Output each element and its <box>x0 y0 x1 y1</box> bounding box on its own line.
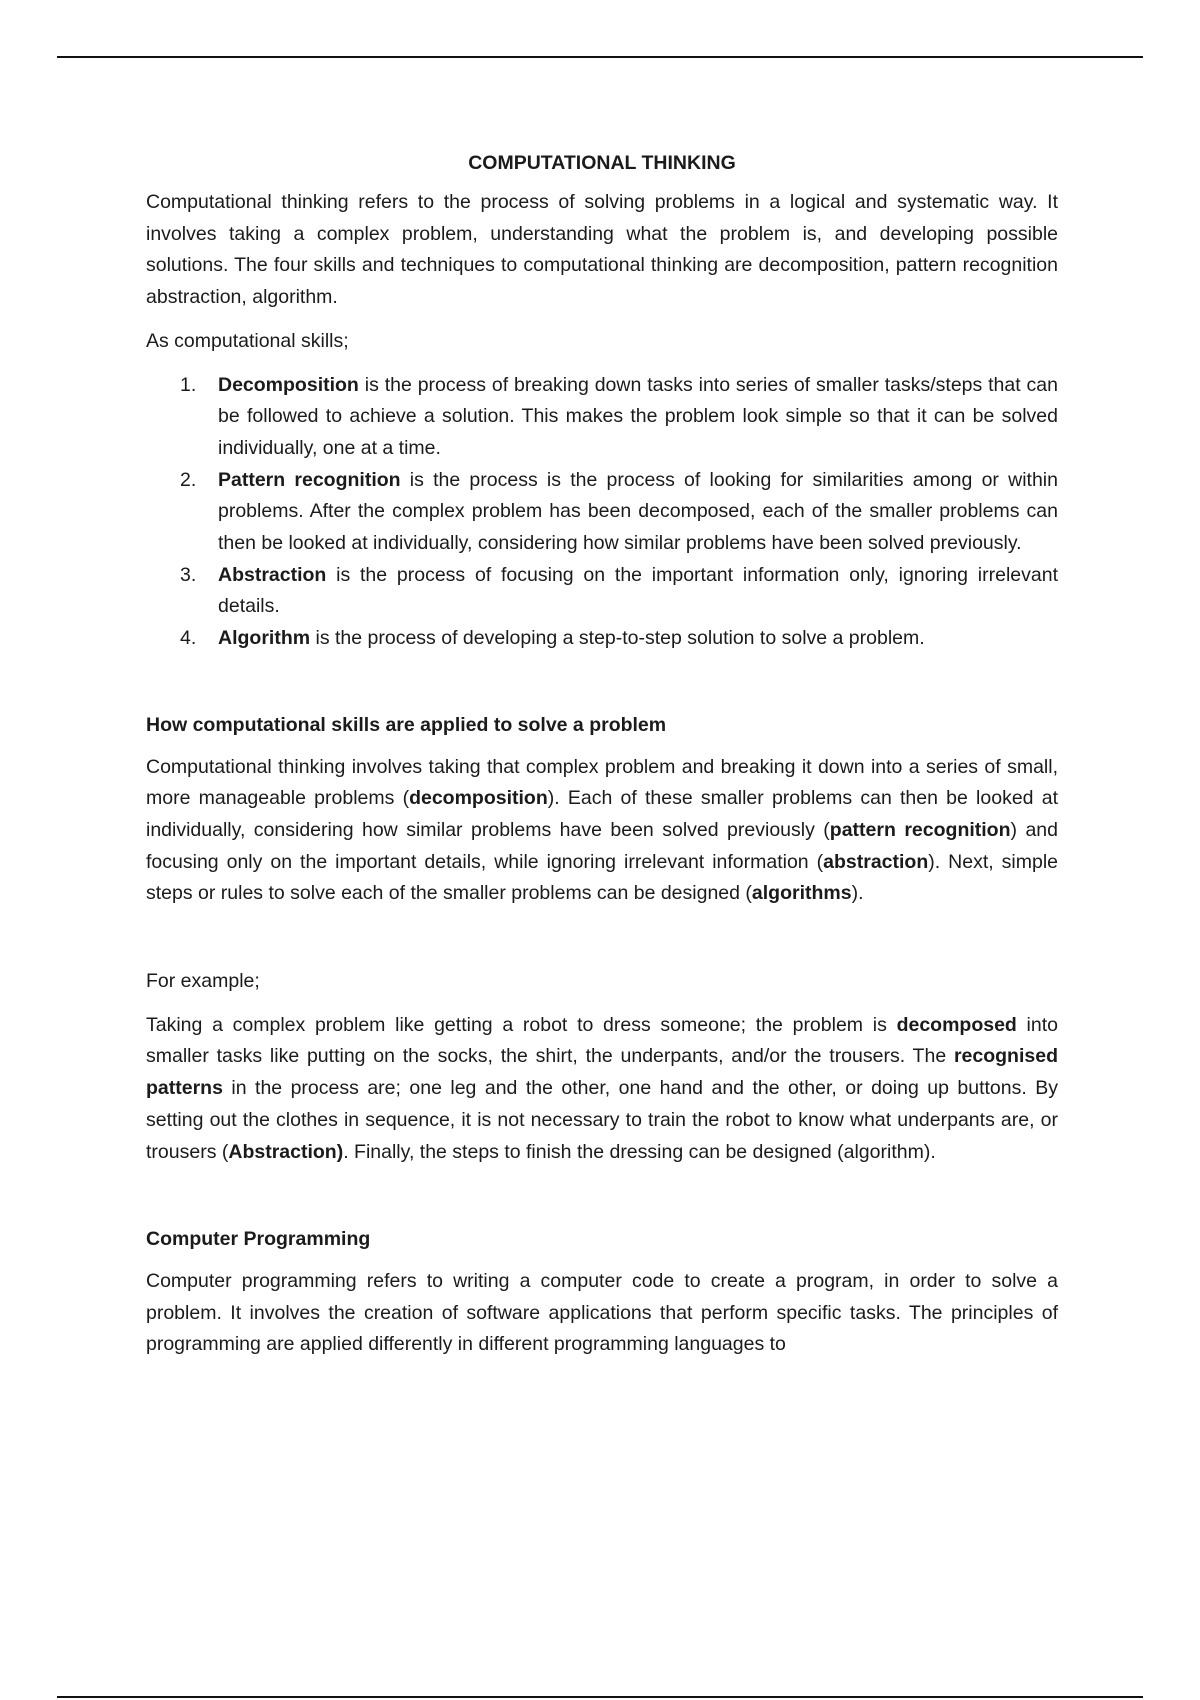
text-run: Taking a complex problem like getting a robot to dress someone; the problem is <box>146 1013 897 1036</box>
document-body <box>146 150 1058 1361</box>
list-item <box>180 465 1058 560</box>
example-paragraph <box>146 1010 1058 1169</box>
skill-term: Decomposition <box>218 373 359 396</box>
skill-description: is the process of focusing on the important information only, ignoring irrelevant details. <box>218 563 1058 618</box>
top-rule <box>57 56 1143 58</box>
application-paragraph <box>146 752 1058 911</box>
bold-term: Abstraction) <box>228 1140 344 1163</box>
bold-term: algorithms <box>751 882 852 905</box>
text-run: into smaller tasks like putting on the socks, the shirt, the underpants, and/or the trousers. The <box>146 1013 1058 1068</box>
skill-term: Abstraction <box>218 563 327 586</box>
skills-label: As computational skills; <box>146 329 349 352</box>
text-run: ). Each of these smaller problems can then be looked at individually, considering how similar problems have been solved previously ( <box>146 787 1058 841</box>
skill-term: Pattern recognition <box>218 468 401 491</box>
text-run: ). <box>851 882 864 905</box>
list-number: 2. <box>180 468 197 491</box>
bold-term: decomposition <box>409 787 548 810</box>
list-item <box>180 560 1058 623</box>
text-run: ) and focusing only on the important details, while ignoring irrelevant information ( <box>146 818 1058 873</box>
bold-term: abstraction <box>823 850 929 873</box>
list-number: 3. <box>180 563 197 586</box>
skill-description: is the process of developing a step-to-step solution to solve a problem. <box>310 627 925 650</box>
section-heading-programming: Computer Programming <box>146 1228 371 1251</box>
example-label: For example; <box>146 970 260 993</box>
text-run: ). Next, simple steps or rules to solve each of the smaller problems can be designed ( <box>146 850 1059 905</box>
programming-paragraph: Computer programming refers to writing a computer code to create a program, in order to solve a problem. It involves the creation of software applications that perform specific tasks. The principles of programming are applied differently in different programming languages to <box>146 1269 1058 1356</box>
text-run: Computational thinking involves taking that complex problem and breaking it down into a series of small, more manageable problems ( <box>146 755 1058 810</box>
document-title: COMPUTATIONAL THINKING <box>468 152 736 174</box>
skill-term: Algorithm <box>218 627 311 650</box>
skills-list <box>146 370 1058 655</box>
bottom-rule <box>57 1696 1143 1698</box>
intro-paragraph: Computational thinking refers to the process of solving problems in a logical and systematic way. It involves taking a complex problem, understanding what the problem is, and developing possible solutions. The four skills and techniques to computational thinking are decomposition, pattern recognition abstraction, algorithm. <box>146 191 1058 309</box>
text-run: . Finally, the steps to finish the dressing can be designed (algorithm). <box>343 1140 936 1163</box>
list-number: 4. <box>180 627 197 650</box>
list-item <box>180 370 1058 465</box>
text-run: in the process are; one leg and the other, one hand and the other, or doing up buttons. By setting out the clothes in sequence, it is not necessary to train the robot to know what underpants are, or trousers ( <box>146 1077 1058 1163</box>
bold-term: decomposed <box>896 1013 1017 1036</box>
skill-description: is the process of breaking down tasks into series of smaller tasks/steps that can be followed to achieve a solution. This makes the problem look simple so that it can be solved individually, one at a time. <box>218 373 1058 459</box>
list-number: 1. <box>180 373 197 396</box>
section-heading-application: How computational skills are applied to solve a problem <box>146 713 667 736</box>
bold-term: recognised patterns <box>146 1045 1058 1100</box>
list-item <box>180 623 1058 655</box>
skill-description: is the process is the process of looking for similarities among or within problems. After the complex problem has been decomposed, each of the smaller problems can then be looked at individually, considering how similar problems have been solved previously. <box>218 468 1058 555</box>
bold-term: pattern recognition <box>829 818 1011 841</box>
